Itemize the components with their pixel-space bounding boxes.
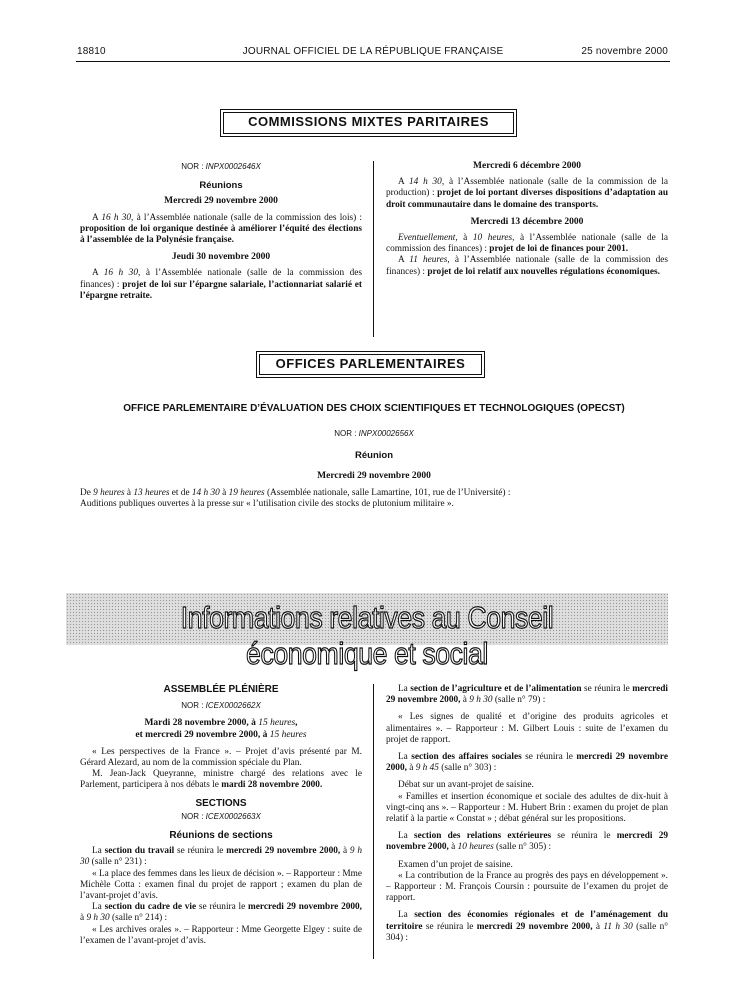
meeting-paragraph: Eventuellement, à 10 heures, à l’Assemblée nationale (salle de la commission des finances) : projet de loi de finances pour 2001. [386, 233, 668, 255]
meeting-paragraph: A 11 heures, à l’Assemblée nationale (salle de la commission des finances) : projet de loi relatif aux nouvelles régulations économiques. [386, 255, 668, 277]
sections-heading: SECTIONS [195, 797, 247, 809]
opecst-details [80, 488, 680, 510]
schedule-line: De 9 heures à 13 heures et de 14 h 30 à 19 heures (Assemblée nationale, salle Lamartine, 101, rue de l’Université) : [80, 488, 511, 498]
journal-title: JOURNAL OFFICIEL DE LA RÉPUBLIQUE FRANÇAISE [242, 46, 504, 57]
column-divider [373, 684, 374, 959]
nor-reference: NOR : INPX0002646X [181, 162, 261, 171]
nor-reference: NOR : ICEX0002662X [181, 701, 261, 711]
reunions-heading: Réunions [199, 180, 243, 192]
section-agenda: « Les signes de qualité et d’origine des produits agricoles et alimentaires ». – Rapporteur : M. Gilbert Louis : suite de l’examen du projet de rapport. [386, 712, 668, 745]
section-title-offices: OFFICES PARLEMENTAIRES [256, 351, 485, 378]
section-title-cmp: COMMISSIONS MIXTES PARITAIRES [220, 109, 517, 137]
nor-reference: NOR : ICEX0002663X [181, 811, 261, 821]
ces-banner-title: Informations relatives au Conseil économique et social [180, 600, 554, 671]
plenary-paragraph: M. Jean-Jack Queyranne, ministre chargé des relations avec le Parlement, participera à nos débats le mardi 28 novembre 2000. [80, 769, 362, 791]
header-rule [76, 61, 670, 62]
issue-date: 25 novembre 2000 [581, 46, 668, 57]
plenary-date: Mardi 28 novembre 2000, à 15 heures, [144, 718, 298, 729]
date-heading: Mercredi 6 décembre 2000 [473, 161, 581, 171]
assemblee-heading: ASSEMBLÉE PLÉNIÈRE [163, 684, 279, 695]
office-name: OFFICE PARLEMENTAIRE D’ÉVALUATION DES CHOIX SCIENTIFIQUES ET TECHNOLOGIQUES (OPECST) [123, 403, 625, 414]
meeting-paragraph: A 16 h 30, à l’Assemblée nationale (salle de la commission des finances) : projet de loi sur l’épargne salariale, l’actionnariat salarié et l’épargne retraite. [80, 268, 362, 301]
section-agenda: Examen d’un projet de saisine. [398, 859, 513, 870]
plenary-paragraph: « Les perspectives de la France ». – Projet d’avis présenté par M. Gérard Alezard, au nom de la commission spéciale du Plan. [80, 746, 362, 769]
date-heading: Mercredi 29 novembre 2000 [317, 471, 431, 481]
section-meeting: La section du travail se réunira le mercredi 29 novembre 2000, à 9 h 30 (salle n° 231) : [80, 846, 362, 868]
section-agenda: « Familles et insertion économique et sociale des adultes de dix-huit à vingt-cinq ans ». – Rapporteur : M. Hubert Brin : examen du projet de plan relatif à la partie « Constat » ; débat général sur les propositions. [386, 791, 668, 825]
topic-line: Auditions publiques ouvertes à la presse sur « l’utilisation civile des stocks de plutonium militaire ». [80, 499, 454, 510]
section-meeting: La section des affaires sociales se réunira le mercredi 29 novembre 2000, à 9 h 45 (salle n° 303) : [386, 752, 668, 774]
date-heading: Jeudi 30 novembre 2000 [171, 252, 271, 263]
reunion-heading: Réunion [355, 450, 393, 461]
meeting-paragraph: A 16 h 30, à l’Assemblée nationale (salle de la commission des lois) : proposition de loi organique destinée à améliorer l’équité des élections à l’assemblée de la Polynésie française. [80, 212, 363, 246]
reunions-sections-heading: Réunions de sections [169, 830, 273, 842]
cmp-right-column [386, 161, 668, 278]
section-meeting: La section des relations extérieures se réunira le mercredi 29 novembre 2000, à 10 heures (salle n° 305) : [386, 831, 668, 853]
section-meeting: La section du cadre de vie se réunira le mercredi 29 novembre 2000, à 9 h 30 (salle n° 214) : [80, 902, 362, 924]
section-agenda: « La contribution de la France au progrès des pays en développement ». – Rapporteur : M. François Coursin : poursuite de l’examen du projet de rapport. [386, 870, 668, 904]
cmp-left-column [80, 161, 362, 302]
section-agenda: « Les archives orales ». – Rapporteur : Mme Georgette Elgey : suite de l’examen de l’avant-projet d’avis. [80, 924, 362, 946]
column-divider [373, 161, 374, 337]
section-meeting: La section de l’agriculture et de l’alimentation se réunira le mercredi 29 novembre 2000, à 9 h 30 (salle n° 79) : [386, 684, 668, 706]
page-number: 18810 [77, 46, 106, 57]
plenary-date: et mercredi 29 novembre 2000, à 15 heures [135, 729, 307, 740]
section-agenda: Débat sur un avant-projet de saisine. [398, 780, 534, 791]
section-meeting: La section des économies régionales et de l’aménagement du territoire se réunira le mercredi 29 novembre 2000, à 11 h 30 (salle n° 304) : [386, 910, 668, 943]
ces-left-column [80, 684, 362, 947]
date-heading: Mercredi 13 décembre 2000 [470, 216, 584, 227]
nor-reference: NOR : INPX0002656X [334, 429, 414, 438]
meeting-paragraph: A 14 h 30, à l’Assemblée nationale (salle de la commission de la production) : projet de loi portant diverses dispositions d’adaptation au droit communautaire dans le domaine des transports. [386, 177, 668, 210]
section-agenda: « La place des femmes dans les lieux de décision ». – Rapporteur : Mme Michèle Cotta : examen final du projet de rapport ; examen du plan de l’avant-projet d’avis. [80, 868, 362, 902]
date-heading: Mercredi 29 novembre 2000 [164, 196, 278, 207]
ces-right-column [386, 684, 668, 944]
